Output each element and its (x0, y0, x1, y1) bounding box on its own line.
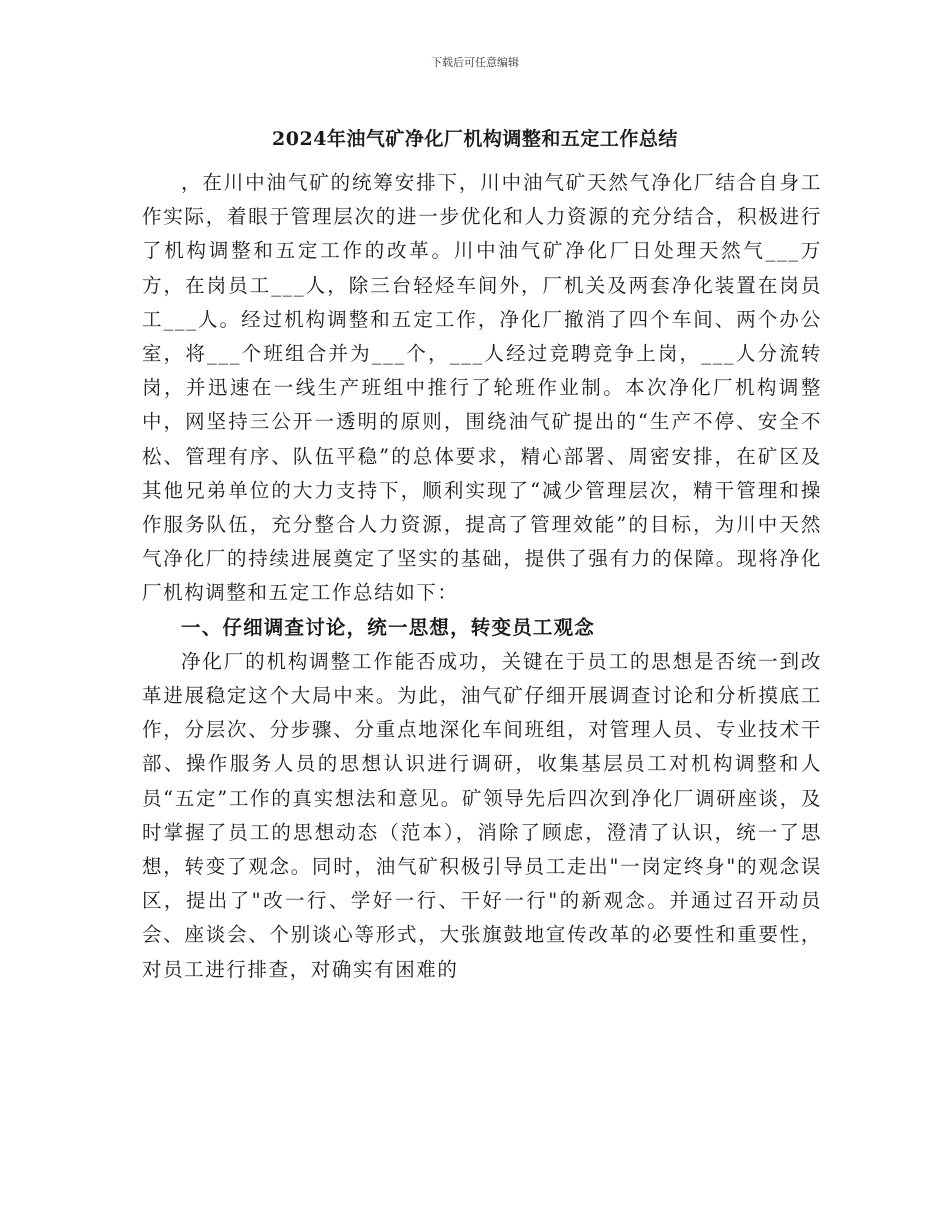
section-1-paragraph: 净化厂的机构调整工作能否成功，关键在于员工的思想是否统一到改革进展稳定这个大局中来。为此，油气矿仔细开展调查讨论和分析摸底工作，分层次、分步骤、分重点地深化车间班组，对管理人员、专业技术干部、操作服务人员的思想认识进行调研，收集基层员工对机构调整和人员“五定”工作的真实想法和意见。矿领导先后四次到净化厂调研座谈，及时掌握了员工的思想动态（范本），消除了顾虑，澄清了认识，统一了思想，转变了观念。同时，油气矿积极引导员工走出"一岗定终身"的观念误区，提出了"改一行、学好一行、干好一行"的新观念。并通过召开动员会、座谈会、个别谈心等形式，大张旗鼓地宣传改革的必要性和重要性，对员工进行排查，对确实有困难的 (142, 649, 822, 981)
document-body (142, 166, 822, 987)
document-title: 2024年油气矿净化厂机构调整和五定工作总结 (272, 128, 678, 150)
section-1-heading: 一、仔细调查讨论，统一思想，转变员工观念 (181, 615, 596, 639)
intro-paragraph: ，在川中油气矿的统筹安排下，川中油气矿天然气净化厂结合自身工作实际，着眼于管理层次的进一步优化和人力资源的充分结合，积极进行了机构调整和五定工作的改革。川中油气矿净化厂日处理天然气___万方，在岗员工___人，除三台轻烃车间外，厂机关及两套净化装置在岗员工___人。经过机构调整和五定工作，净化厂撤消了四个车间、两个办公室，将___个班组合并为___个，___人经过竞聘竞争上岗，___人分流转岗，并迅速在一线生产班组中推行了轮班作业制。本次净化厂机构调整中，网坚持三公开一透明的原则，围绕油气矿提出的“生产不停、安全不松、管理有序、队伍平稳”的总体要求，精心部署、周密安排，在矿区及其他兄弟单位的大力支持下，顺利实现了“减少管理层次，精干管理和操作服务队伍，充分整合人力资源，提高了管理效能”的目标，为川中天然气净化厂的持续进展奠定了坚实的基础，提供了强有力的保障。现将净化厂机构调整和五定工作总结如下： (142, 171, 822, 605)
page-header-note: 下载后可任意编辑 (431, 56, 519, 69)
